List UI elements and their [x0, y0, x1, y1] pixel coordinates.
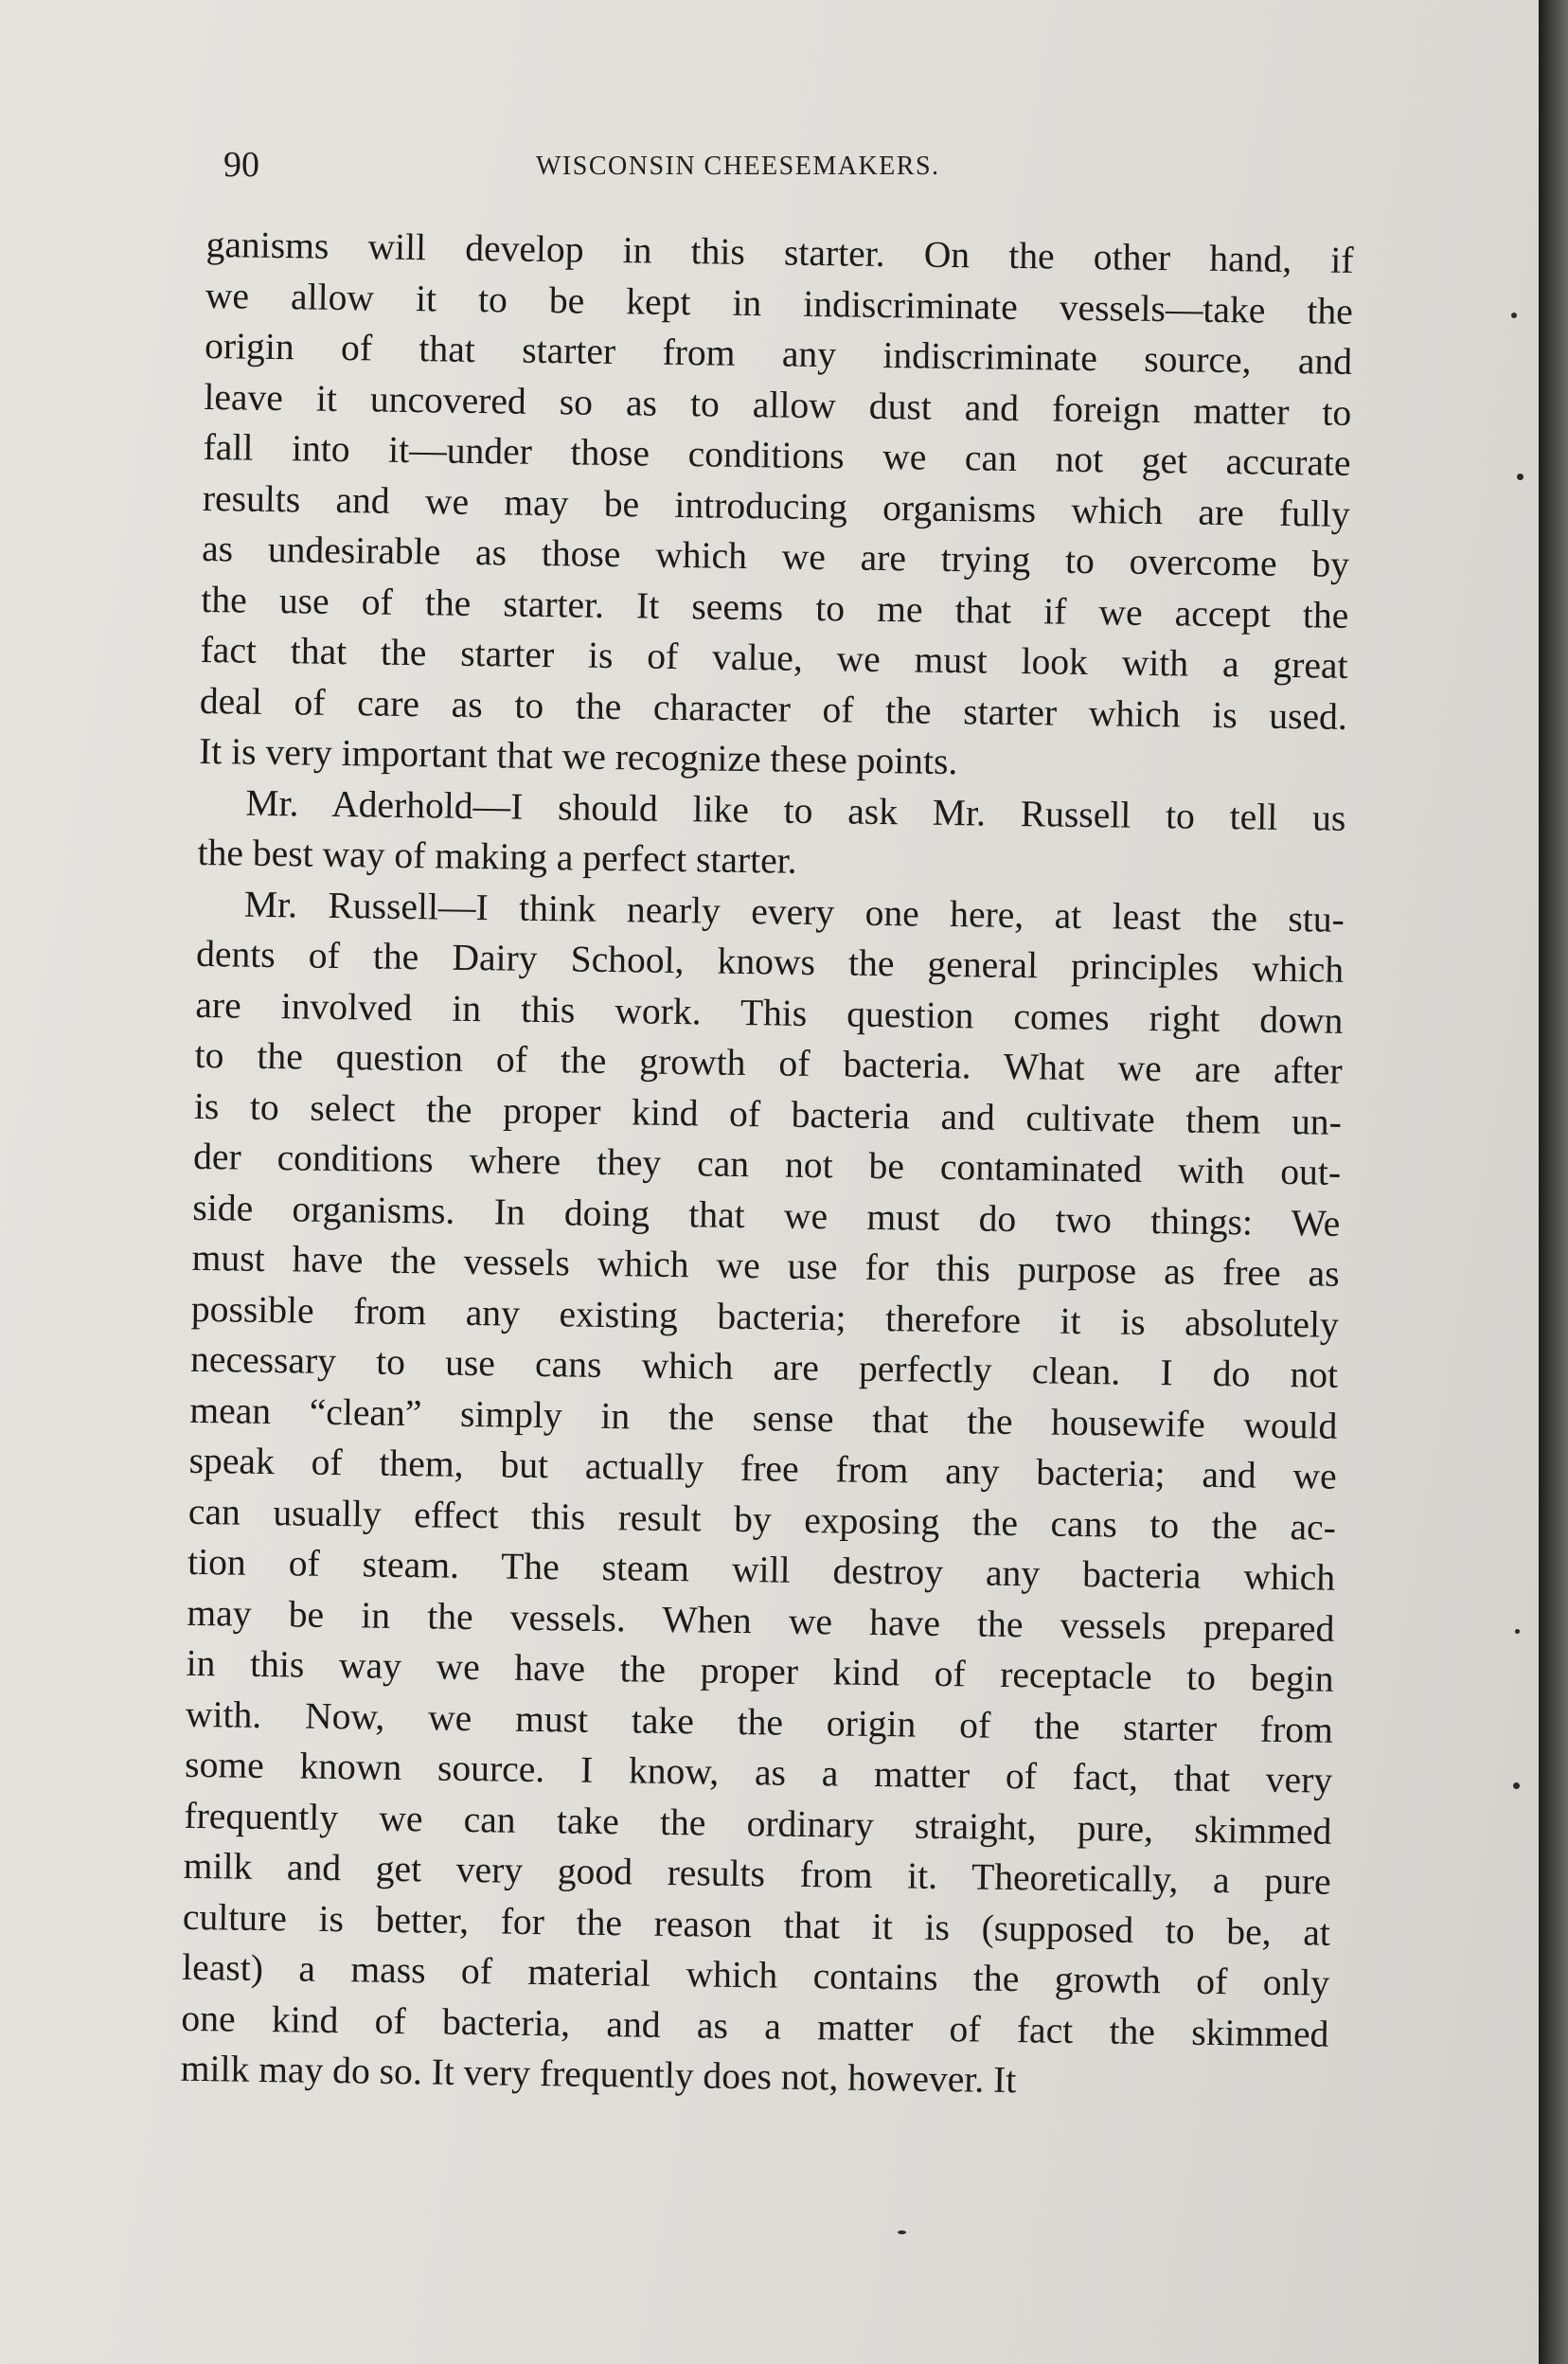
text-line: culture is better, for the reason that it is (supposed to be, at — [182, 1895, 1331, 1954]
text-line: is to select the proper kind of bacteria and cultivate them un- — [193, 1084, 1343, 1143]
text-line: results and we may be introducing organisms which are fully — [202, 476, 1351, 535]
text-line: are involved in this work. This question comes right down — [195, 983, 1344, 1042]
text-line: the use of the starter. It seems to me that if we accept the — [201, 578, 1349, 636]
book-spine-edge — [1539, 0, 1568, 2364]
text-line: ganisms will develop in this starter. On the other hand, if — [205, 223, 1354, 281]
text-line: we allow it to be kept in indiscriminate vessels—take the — [205, 274, 1354, 332]
text-line: with. Now, we must take the origin of the starter from — [185, 1692, 1334, 1751]
text-line: as undesirable as those which we are trying to overcome by — [201, 527, 1350, 585]
page-number: 90 — [223, 145, 259, 185]
text-line: may be in the vessels. When we have the vessels prepared — [187, 1591, 1335, 1650]
text-line: leave it uncovered so as to allow dust and foreign matter to — [204, 375, 1352, 434]
page-header — [223, 144, 1057, 191]
print-speck — [898, 2230, 906, 2234]
text-line: speak of them, but actually free from any bacteria; and we — [188, 1439, 1337, 1497]
text-line: some known source. I know, as a matter of fact, that very — [184, 1743, 1333, 1801]
text-line: possible from any existing bacteria; therefore it is absolutely — [190, 1287, 1340, 1346]
text-line: Mr. Russell—I think nearly every one here, at least the stu- — [243, 883, 1345, 940]
print-speck — [1513, 1782, 1520, 1789]
text-line: dents of the Dairy School, knows the general principles which — [195, 932, 1345, 991]
text-line: fact that the starter is of value, we must look with a great — [200, 628, 1348, 687]
text-line: origin of that starter from any indiscriminate source, and — [204, 324, 1353, 383]
text-line: der conditions where they can not be contaminated with out- — [192, 1135, 1342, 1193]
paragraph-russell-answer — [180, 878, 1345, 2110]
text-line: the best way of making a perfect starter. — [197, 831, 797, 882]
text-line: in this way we have the proper kind of receptacle to begin — [186, 1641, 1334, 1700]
text-line: side organisms. In doing that we must do two things: We — [192, 1186, 1341, 1245]
text-line: one kind of bacteria, and as a matter of fact the skimmed — [181, 1997, 1329, 2055]
text-line: deal of care as to the character of the starter which is used. — [199, 679, 1348, 738]
body-text — [180, 220, 1354, 2110]
text-line: necessary to use cans which are perfectly clean. I do not — [189, 1337, 1339, 1396]
print-speck — [1517, 474, 1523, 480]
text-line: must have the vessels which we use for this purpose as free as — [191, 1236, 1340, 1295]
text-line: can usually effect this result by exposing the cans to the ac- — [187, 1490, 1337, 1549]
text-line: milk and get very good results from it. Theoretically, a pure — [183, 1844, 1331, 1903]
text-line: milk may do so. It very frequently does not, however. It — [180, 2047, 1017, 2102]
text-line: to the question of the growth of bacteria. What we are after — [194, 1033, 1343, 1092]
print-speck — [1511, 313, 1517, 318]
text-line: least) a mass of material which contains the growth of only — [181, 1945, 1330, 2004]
paragraph-aderhold-question — [197, 777, 1345, 894]
print-speck — [1515, 1629, 1520, 1634]
text-line: It is very important that we recognize these points. — [198, 729, 958, 783]
running-title: WISCONSIN CHEESEMAKERS. — [536, 152, 940, 181]
text-line: fall into it—under those conditions we can not get accurate — [203, 425, 1351, 484]
paragraph-continuation — [199, 220, 1354, 793]
text-line: Mr. Aderhold—I should like to ask Mr. Russell to tell us — [245, 781, 1346, 839]
text-line: mean “clean” simply in the sense that the housewife would — [189, 1388, 1338, 1447]
text-line: frequently we can take the ordinary straight, pure, skimmed — [184, 1794, 1332, 1853]
text-line: tion of steam. The steam will destroy any bacteria which — [187, 1540, 1336, 1599]
